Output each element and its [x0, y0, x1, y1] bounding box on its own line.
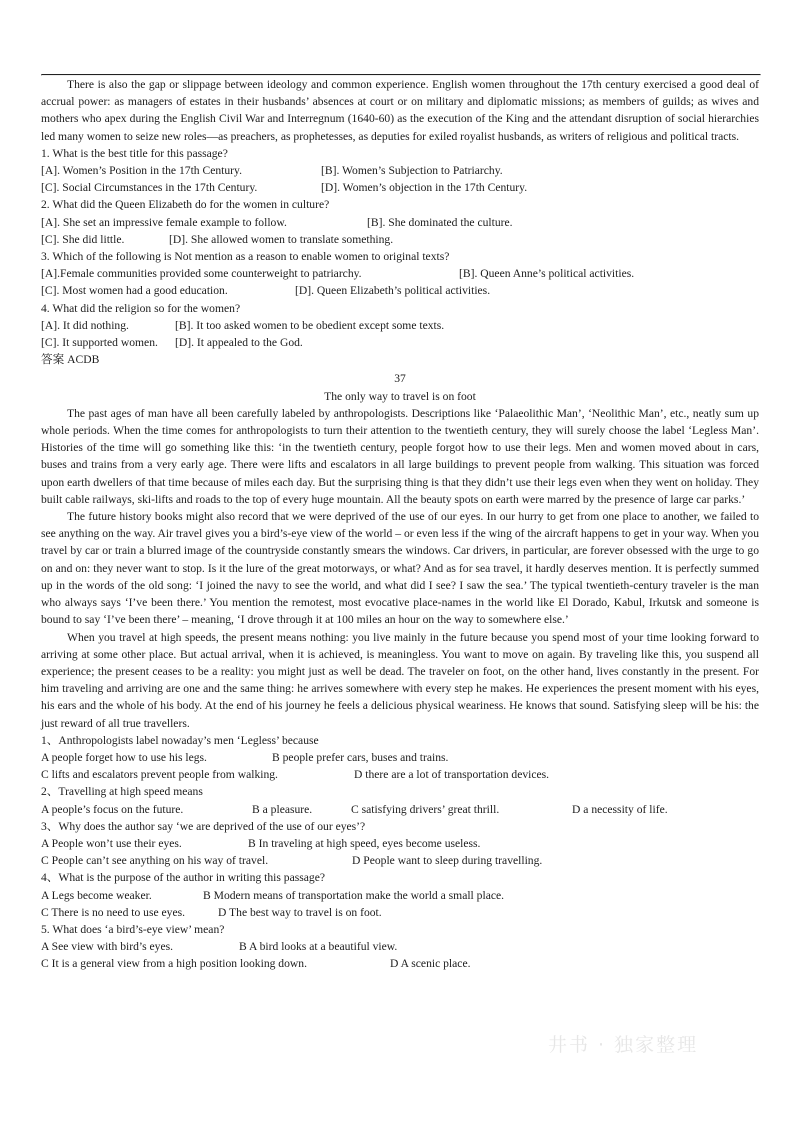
option: C People can’t see anything on his way of travel.: [41, 854, 269, 868]
option: D a necessity of life.: [572, 802, 668, 816]
option: C lifts and escalators prevent people from walking.: [41, 768, 278, 782]
p37-question-4: 4、What is the purpose of the author in writing this passage?: [41, 871, 325, 885]
p37-q5-options-row2: [41, 955, 759, 972]
option: [B]. It too asked women to be obedient except some texts.: [175, 318, 445, 332]
p36-question-2: 2. What did the Queen Elizabeth do for the women in culture?: [41, 198, 330, 212]
p37-q1-options-row1: [41, 749, 759, 766]
option: [D]. Women’s objection in the 17th Century.: [321, 181, 528, 195]
option: C There is no need to use eyes.: [41, 905, 186, 919]
option: D The best way to travel is on foot.: [218, 905, 382, 919]
p36-q1-options-row2: [41, 179, 759, 196]
p37-question-5: 5. What does ‘a bird’s-eye view’ mean?: [41, 922, 225, 936]
option: B people prefer cars, buses and trains.: [272, 750, 449, 764]
option: [B]. She dominated the culture.: [367, 215, 513, 229]
option: A people’s focus on the future.: [41, 802, 184, 816]
p37-question-1: 1、Anthropologists label nowaday’s men ‘Legless’ because: [41, 733, 319, 747]
option: [D]. Queen Elizabeth’s political activities.: [295, 284, 491, 298]
p37-q1-options-row2: [41, 766, 759, 783]
option: [C]. She did little.: [41, 232, 125, 246]
option: C satisfying drivers’ great thrill.: [351, 802, 500, 816]
document-page: [41, 74, 759, 973]
option: A People won’t use their eyes.: [41, 836, 182, 850]
passage36-paragraph: There is also the gap or slippage between ideology and common experience. English women throughout the 17th century exercised a good deal of accrual power: as managers of estates in their husbands’ absences at court or on military and diplomatic missions; as members of guilds; as wives and mothers who apex during the English Civil War and Interregnum (1640-60) as the execution of the King and the attendant disruption of social hierarchies led many women to seize new roles—as preachers, as prophetesses, as deputies for exiled royalist husbands, as writers of religious and political tracts.: [41, 78, 759, 143]
passage-title: The only way to travel is on foot: [324, 389, 476, 403]
p36-question-4: 4. What did the religion so for the women?: [41, 301, 241, 315]
option: A See view with bird’s eyes.: [41, 940, 174, 954]
p36-q3-options-row1: [41, 265, 759, 282]
p36-question-3: 3. Which of the following is Not mention as a reason to enable women to original texts?: [41, 250, 450, 264]
p36-q2-options-row2: [41, 231, 759, 248]
watermark: 井书 · 独家整理: [548, 1034, 699, 1056]
option: [A]. It did nothing.: [41, 318, 129, 332]
option: D People want to sleep during travelling.: [352, 854, 543, 868]
p36-question-1: 1. What is the best title for this passage?: [41, 146, 228, 160]
option: [B]. Queen Anne’s political activities.: [459, 267, 635, 281]
option: [B]. Women’s Subjection to Patriarchy.: [321, 164, 503, 178]
p37-q3-options-row2: [41, 852, 759, 869]
option: [A]. She set an impressive female example to follow.: [41, 215, 287, 229]
p37-q2-options-row1: [41, 801, 759, 818]
p36-q2-options-row1: [41, 214, 759, 231]
option: [C]. Most women had a good education.: [41, 284, 228, 298]
option: [A]. Women’s Position in the 17th Century.: [41, 164, 242, 178]
option: B Modern means of transportation make the world a small place.: [203, 888, 505, 902]
option: B A bird looks at a beautiful view.: [239, 940, 398, 954]
option: [A].Female communities provided some counterweight to patriarchy.: [41, 267, 362, 281]
option: C It is a general view from a high position looking down.: [41, 957, 307, 971]
option: A people forget how to use his legs.: [41, 750, 207, 764]
p36-q4-options-row2: [41, 334, 759, 351]
p37-question-3: 3、Why does the author say ‘we are deprived of the use of our eyes’?: [41, 819, 366, 833]
option: B a pleasure.: [252, 802, 313, 816]
option: D A scenic place.: [390, 957, 471, 971]
p37-q5-options-row1: [41, 938, 759, 955]
option: [D]. She allowed women to translate something.: [169, 232, 394, 246]
p37-q4-options-row1: [41, 887, 759, 904]
p36-q4-options-row1: [41, 317, 759, 334]
p37-q4-options-row2: [41, 904, 759, 921]
passage-number: 37: [394, 372, 406, 386]
p37-question-2: 2、Travelling at high speed means: [41, 785, 203, 799]
option: A Legs become weaker.: [41, 888, 152, 902]
passage37-paragraph-2: The future history books might also record that we were deprived of the use of our eyes. In our hurry to get from one place to another, we failed to see anything on the way. Air travel gives you a bird’s-eye view of the world – or even less if the wing of the aircraft happens to get in your way. When you travel by car or train a blurred image of the countryside constantly smears the windows. Car drivers, in particular, are forever obsessed with the urge to go on and on: they never want to stop. Is it the lure of the great motorways, or what? And as for sea travel, it hardly deserves mention. It is perfectly summed up in the words of the old song: ‘I joined the navy to see the world, and what did I see? I saw the sea.’ The typical twentieth-century traveler is the man who always says ‘I’ve been there.’ You mention the remotest, most evocative place-names in the world like El Dorado, Kabul, Irkutsk and someone is bound to say ‘I’ve been there’ – meaning, ‘I drove through it at 100 miles an hour on the way to somewhere else.’: [41, 510, 759, 627]
passage37-paragraph-3: When you travel at high speeds, the present means nothing: you live mainly in the future because you spend most of your time looking forward to arriving at some other place. But actual arrival, when it is achieved, is meaningless. You want to move on again. By traveling like this, you suspend all experience; the present ceases to be a reality: you might just as well be dead. The traveler on foot, on the other hand, lives constantly in the present. For him traveling and arriving are one and the same thing: he arrives somewhere with every step he makes. He experiences the present moment with his eyes, his ears and the whole of his body. At the end of his journey he feels a delicious physical weariness. He knows that sound. Satisfying sleep will be his: the just reward of all true travellers.: [41, 630, 759, 730]
p37-q3-options-row1: [41, 835, 759, 852]
p36-q3-options-row2: [41, 282, 759, 299]
p36-q1-options-row1: [41, 162, 759, 179]
option: [C]. Social Circumstances in the 17th Century.: [41, 181, 258, 195]
option: [D]. It appealed to the God.: [175, 336, 303, 350]
passage37-paragraph-1: The past ages of man have all been carefully labeled by anthropologists. Descriptions like ‘Palaeolithic Man’, ‘Neolithic Man’, etc., neatly sum up whole periods. When the time comes for anthropologists to turn their attention to the twentieth century, they will surely choose the label ‘Legless Man’. Histories of the time will go something like this: ‘in the twentieth century, people forgot how to use their legs. Men and women moved about in cars, buses and trains from a very early age. There were lifts and escalators in all large buildings to prevent people from walking. This situation was forced upon earth dwellers of that time because of miles each day. But the surprising thing is that they didn’t use their legs even when they went on holiday. They built cable railways, ski-lifts and roads to the top of every huge mountain. All the beauty spots on earth were marred by the presence of large car parks.’: [41, 406, 759, 506]
option: D there are a lot of transportation devices.: [354, 768, 550, 782]
option: B In traveling at high speed, eyes become useless.: [248, 836, 481, 850]
option: [C]. It supported women.: [41, 336, 158, 350]
p36-answer-key: 答案 ACDB: [41, 353, 100, 367]
